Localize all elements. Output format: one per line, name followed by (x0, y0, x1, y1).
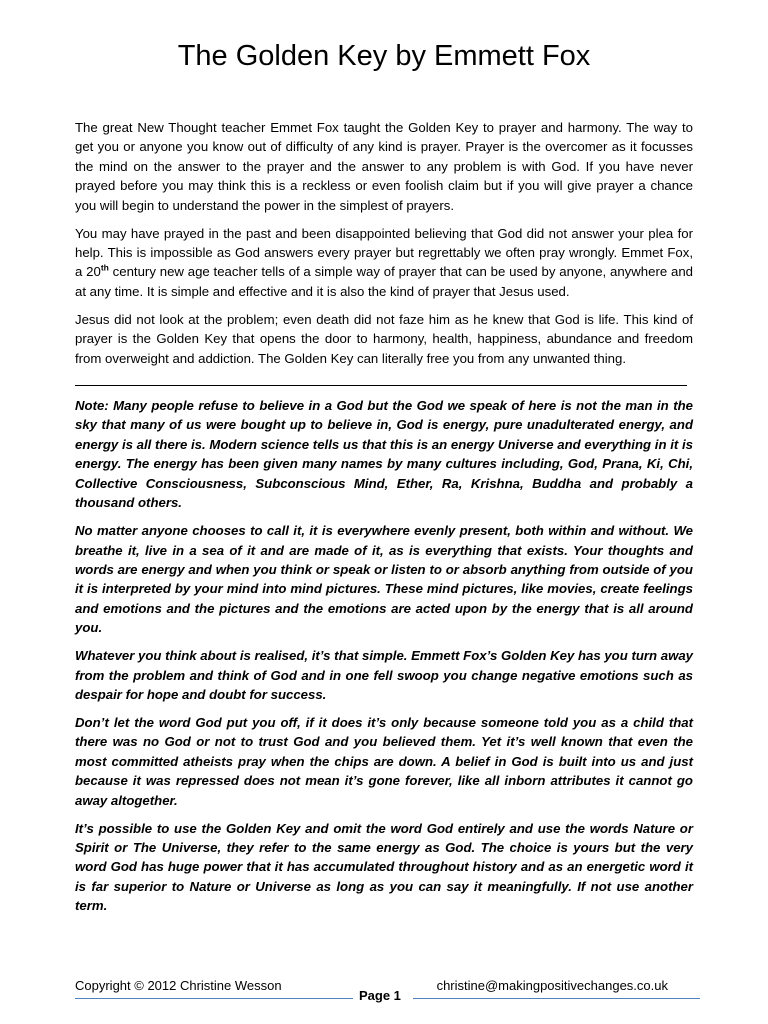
page-title: The Golden Key by Emmett Fox (177, 40, 591, 72)
intro-paragraph-1: The great New Thought teacher Emmet Fox taught the Golden Key to prayer and harmony. The way to get you or anyone you know out of difficulty of any kind is prayer. Prayer is the overcomer as it focusses the mind on the answer to the prayer and the answer to any problem is with God. If you have never prayed before you may think this is a reckless or even foolish claim but if you will give prayer a chance you will begin to understand the power in the simplest of prayers. (75, 120, 693, 213)
footer-rule-right (413, 998, 700, 999)
paragraph-text: You may have prayed in the past and been disappointed believing that God did not answer your plea for help. This is impossible as God answers every prayer but regrettably we often pray wrongly. Emmet Fox, a 20 (75, 225, 693, 280)
note-paragraph-2: No matter anyone chooses to call it, it is everywhere evenly present, both within and without. We breathe it, live in a sea of it and are made of it, as is everything that exists. Your thoughts and words are energy and when you think or speak or listen to or absorb anything from outside of you it is interpreted by your mind into mind pictures. These mind pictures, like movies, create feelings and emotions and the pictures and the emotions are acted upon by the energy that is all around you. (75, 523, 693, 636)
section-divider (75, 385, 687, 386)
intro-paragraph-3: Jesus did not look at the problem; even death did not faze him as he knew that God is life. This kind of prayer is the Golden Key that opens the door to harmony, health, happiness, abundance and freedom from overweight and addiction. The Golden Key can literally free you from any unwanted thing. (75, 311, 693, 366)
page-footer (75, 978, 700, 1018)
note-paragraph-5: It’s possible to use the Golden Key and omit the word God entirely and use the words Nature or Spirit or The Universe, they refer to the same energy as God. The choice is yours but the very word God has huge power that it has accumulated throughout history and as an energetic word it is far superior to Nature or Universe as long as you can say it meaningfully. If not use another term. (75, 820, 693, 914)
footer-rule-left (75, 998, 353, 999)
note-paragraph-1: Note: Many people refuse to believe in a God but the God we speak of here is not the man in the sky that many of us were bought up to believe in, God is energy, pure unadulterated energy, and energy is all there is. Modern science tells us that this is an energy Universe and everything in it is energy. The energy has been given many names by many cultures including, God, Prana, Ki, Chi, Collective Consciousness, Subconscious Mind, Ether, Ra, Krishna, Buddha and probably a thousand others. (75, 398, 693, 511)
ordinal-suffix: th (100, 263, 109, 274)
paragraph-text: century new age teacher tells of a simple way of prayer that can be used by anyone, anywhere and at any time. It is simple and effective and it is also the kind of prayer that Jesus used. (75, 264, 694, 299)
copyright-notice: Copyright © 2012 Christine Wesson (75, 978, 282, 993)
document-body (75, 118, 693, 924)
page-number: Page 1 (359, 988, 401, 1003)
note-paragraph-4: Don’t let the word God put you off, if it does it’s only because someone told you as a child that there was no God or not to trust God and you believed them. Yet it’s well known that even the most committed atheists pray when the chips are down. A belief in God is built into us and just because it was repressed does not mean it’s gone forever, like all inborn attributes it cannot go away altogether. (75, 714, 693, 808)
intro-paragraph-2 (75, 224, 693, 302)
contact-email[interactable]: christine@makingpositivechanges.co.uk (436, 978, 668, 993)
note-paragraph-3: Whatever you think about is realised, it’s that simple. Emmett Fox’s Golden Key has you turn away from the problem and think of God and in one fell swoop you change negative emotions such as despair for hope and doubt for success. (75, 648, 694, 702)
